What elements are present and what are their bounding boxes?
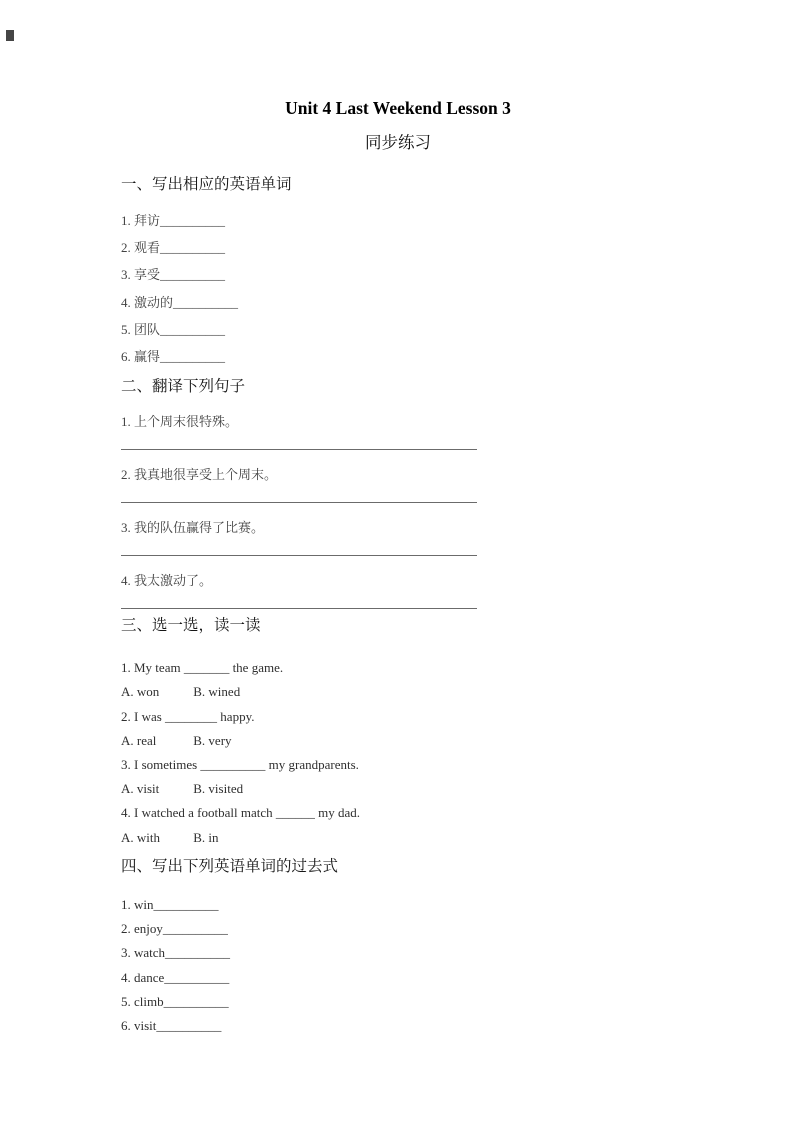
option-a: A. with [121,829,160,845]
past-tense-item: 6. visit__________ [121,1018,222,1034]
document-subtitle: 同步练习 [365,133,431,152]
choice-options [121,680,675,704]
vocab-item: 1. 拜访__________ [121,213,226,228]
translation-sentence: 1. 上个周末很特殊。 [121,414,239,430]
answer-line [121,555,477,556]
choice-options [121,777,675,801]
option-a: A. visit [121,781,160,797]
corner-artifact-mark [6,30,14,41]
past-tense-item: 2. enjoy__________ [121,921,228,937]
option-b: B. very [193,732,232,748]
option-a: A. won [121,684,160,700]
choice-question: 3. I sometimes __________ my grandparents. [121,757,359,773]
past-tense-item: 5. climb__________ [121,994,229,1010]
document-title: Unit 4 Last Weekend Lesson 3 [285,98,511,118]
vocab-item: 5. 团队__________ [121,321,226,337]
past-tense-item: 4. dance__________ [121,969,230,985]
past-tense-list [121,893,675,1039]
choice-options [121,729,675,753]
past-tense-item: 1. win__________ [121,896,219,912]
answer-line [121,449,477,450]
option-b: B. wined [193,684,241,700]
choice-question: 4. I watched a football match ______ my dad. [121,805,360,821]
answer-line [121,608,477,609]
choice-list [121,656,675,850]
section-1-heading: 一、写出相应的英语单词 [121,176,292,193]
vocab-item: 2. 观看__________ [121,240,226,256]
translation-sentence: 4. 我太激动了。 [121,573,213,589]
section-4-heading: 四、写出下列英语单词的过去式 [121,857,339,875]
past-tense-item: 3. watch__________ [121,945,231,961]
vocab-item: 3. 享受__________ [121,267,226,283]
choice-question: 1. My team _______ the game. [121,660,284,676]
vocab-item: 4. 激动的__________ [121,294,239,310]
option-b: B. in [193,829,219,845]
option-a: A. real [121,732,157,748]
translation-list [121,412,675,609]
translation-sentence: 3. 我的队伍赢得了比赛。 [121,520,265,536]
choice-options [121,826,675,850]
vocab-item: 6. 赢得__________ [121,349,226,365]
answer-line [121,502,477,503]
vocab-list [121,207,675,370]
translation-sentence: 2. 我真地很享受上个周末。 [121,467,278,483]
option-b: B. visited [193,781,244,797]
section-2-heading: 二、翻译下列句子 [121,378,246,396]
choice-question: 2. I was ________ happy. [121,708,255,724]
section-3-heading: 三、选一选，读一读 [121,617,261,635]
